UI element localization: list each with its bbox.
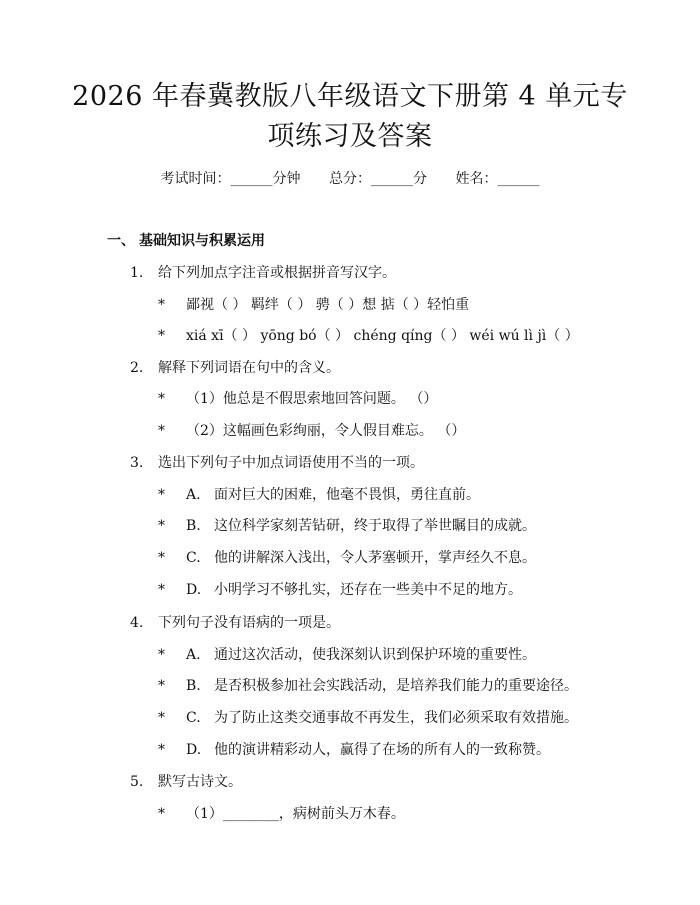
document-title-line1: 2026 年春冀教版八年级语文下册第 4 单元专 (72, 81, 628, 112)
bullet-marker: * (158, 391, 165, 407)
bullet-marker: * (158, 806, 165, 822)
question-number: 3. (130, 455, 144, 471)
exam-name: 姓名：______ (455, 171, 540, 187)
question-4-option-b (158, 675, 578, 695)
bullet-marker: * (158, 582, 165, 598)
bullet-marker: * (158, 710, 165, 726)
question-2 (130, 357, 340, 377)
option-letter: B. (186, 518, 201, 534)
option-letter: A. (186, 647, 201, 663)
option-text: 这位科学家刻苦钻研，终于取得了举世瞩目的成就。 (214, 518, 536, 534)
question-text: 选出下列句子中加点词语使用不当的一项。 (158, 455, 424, 471)
option-text: 小明学习不够扎实，还存在一些美中不足的地方。 (214, 582, 522, 598)
section-number: 一、 (107, 233, 135, 249)
item-text: xiá xī（ ） yōng bó（ ） chéng qíng（ ） wéi wú lì jì（ ） (186, 328, 579, 344)
question-text: 给下列加点字注音或根据拼音写汉字。 (158, 265, 396, 281)
question-5-item-1 (158, 803, 405, 823)
question-4 (130, 612, 340, 632)
question-2-item-1 (158, 388, 437, 408)
section-heading (107, 230, 265, 250)
bullet-marker: * (158, 518, 165, 534)
question-5 (130, 771, 242, 791)
question-1-item-2 (158, 325, 579, 345)
option-letter: D. (186, 582, 202, 598)
bullet-marker: * (158, 742, 165, 758)
exam-total-score: 总分：______分 (329, 171, 427, 187)
item-text: （2）这幅画色彩绚丽，令人假目难忘。 （） (186, 423, 466, 439)
bullet-marker: * (158, 423, 165, 439)
item-text: （1）他总是不假思索地回答问题。 （） (186, 391, 438, 407)
question-text: 解释下列词语在句中的含义。 (158, 360, 340, 376)
question-3 (130, 452, 424, 472)
question-1-item-1 (158, 294, 469, 314)
question-4-option-d (158, 739, 550, 759)
exam-meta (0, 168, 700, 188)
question-number: 5. (130, 774, 144, 790)
item-text: （1）________，病树前头万木春。 (186, 806, 405, 822)
question-4-option-c (158, 707, 578, 727)
option-text: 为了防止这类交通事故不再发生，我们必须采取有效措施。 (214, 710, 578, 726)
question-3-option-a (158, 484, 480, 504)
bullet-marker: * (158, 678, 165, 694)
question-4-option-a (158, 644, 536, 664)
exam-time: 考试时间：______分钟 (160, 171, 301, 187)
item-text: 鄙视（ ） 羁绊（ ） 骋（ ）想 掂（ ）轻怕重 (186, 297, 470, 313)
option-letter: B. (186, 678, 201, 694)
question-3-option-b (158, 515, 536, 535)
option-text: 通过这次活动，使我深刻认识到保护环境的重要性。 (214, 647, 536, 663)
bullet-marker: * (158, 297, 165, 313)
option-letter: A. (186, 487, 201, 503)
option-text: 是否积极参加社会实践活动，是培养我们能力的重要途径。 (214, 678, 578, 694)
option-letter: C. (186, 710, 201, 726)
option-text: 面对巨大的困难，他毫不畏惧，勇往直前。 (214, 487, 480, 503)
question-text: 默写古诗文。 (158, 774, 242, 790)
bullet-marker: * (158, 647, 165, 663)
option-letter: C. (186, 550, 201, 566)
option-letter: D. (186, 742, 202, 758)
question-3-option-d (158, 579, 522, 599)
question-1 (130, 262, 396, 282)
bullet-marker: * (158, 487, 165, 503)
option-text: 他的演讲精彩动人，赢得了在场的所有人的一致称赞。 (214, 742, 550, 758)
question-number: 1. (130, 265, 144, 281)
bullet-marker: * (158, 550, 165, 566)
question-2-item-2 (158, 420, 465, 440)
section-title: 基础知识与积累运用 (139, 233, 265, 249)
document-title-line2: 项练习及答案 (267, 121, 433, 152)
question-number: 2. (130, 360, 144, 376)
question-3-option-c (158, 547, 536, 567)
option-text: 他的讲解深入浅出，令人茅塞顿开，掌声经久不息。 (214, 550, 536, 566)
question-text: 下列句子没有语病的一项是。 (158, 615, 340, 631)
question-number: 4. (130, 615, 144, 631)
bullet-marker: * (158, 328, 165, 344)
